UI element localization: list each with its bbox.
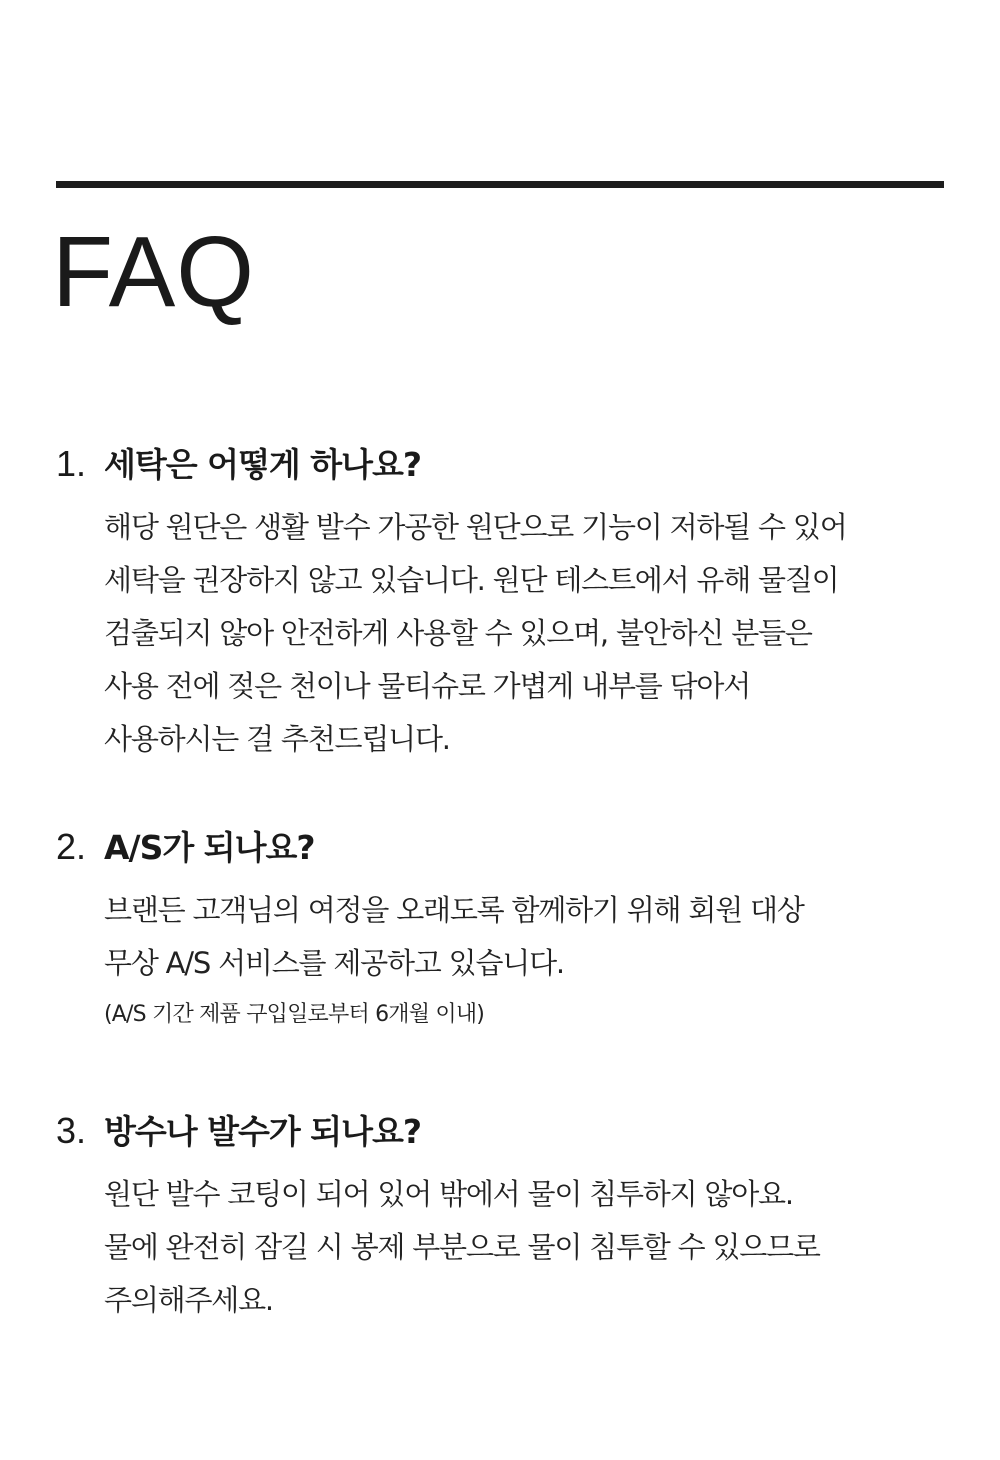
faq-question-text: 방수나 발수가 되나요? [104, 1112, 422, 1151]
faq-answer-line: 원단 발수 코팅이 되어 있어 밖에서 물이 침투하지 않아요. [104, 1177, 793, 1211]
faq-answer [104, 884, 956, 1040]
faq-answer [104, 501, 956, 766]
faq-answer-line: 브랜든 고객님의 여정을 오래도록 함께하기 위해 회원 대상 [104, 893, 804, 927]
faq-answer-line: 사용 전에 젖은 천이나 물티슈로 가볍게 내부를 닦아서 [104, 669, 751, 703]
faq-answer [104, 1168, 956, 1327]
faq-answer-note: (A/S 기간 제품 구입일로부터 6개월 이내) [104, 1002, 485, 1027]
faq-item-1 [56, 439, 956, 766]
faq-item-3 [56, 1106, 956, 1327]
faq-answer-line: 주의해주세요. [104, 1283, 273, 1317]
top-divider [56, 181, 944, 188]
faq-question [56, 822, 956, 872]
faq-question-text: 세탁은 어떻게 하나요? [104, 445, 422, 484]
faq-number: 2. [56, 826, 87, 867]
faq-answer-line: 무상 A/S 서비스를 제공하고 있습니다. [104, 946, 564, 980]
page-title: FAQ [52, 216, 256, 328]
faq-question [56, 439, 956, 489]
faq-question-text: A/S가 되나요? [104, 828, 315, 867]
faq-answer-line: 물에 완전히 잠길 시 봉제 부분으로 물이 침투할 수 있으므로 [104, 1230, 820, 1264]
faq-number: 3. [56, 1110, 87, 1151]
faq-item-2 [56, 822, 956, 1040]
faq-question [56, 1106, 956, 1156]
faq-answer-line: 검출되지 않아 안전하게 사용할 수 있으며, 불안하신 분들은 [104, 616, 812, 650]
faq-answer-line: 사용하시는 걸 추천드립니다. [104, 722, 450, 756]
faq-answer-line: 해당 원단은 생활 발수 가공한 원단으로 기능이 저하될 수 있어 [104, 510, 847, 544]
faq-number: 1. [56, 443, 87, 484]
faq-answer-line: 세탁을 권장하지 않고 있습니다. 원단 테스트에서 유해 물질이 [104, 563, 839, 597]
